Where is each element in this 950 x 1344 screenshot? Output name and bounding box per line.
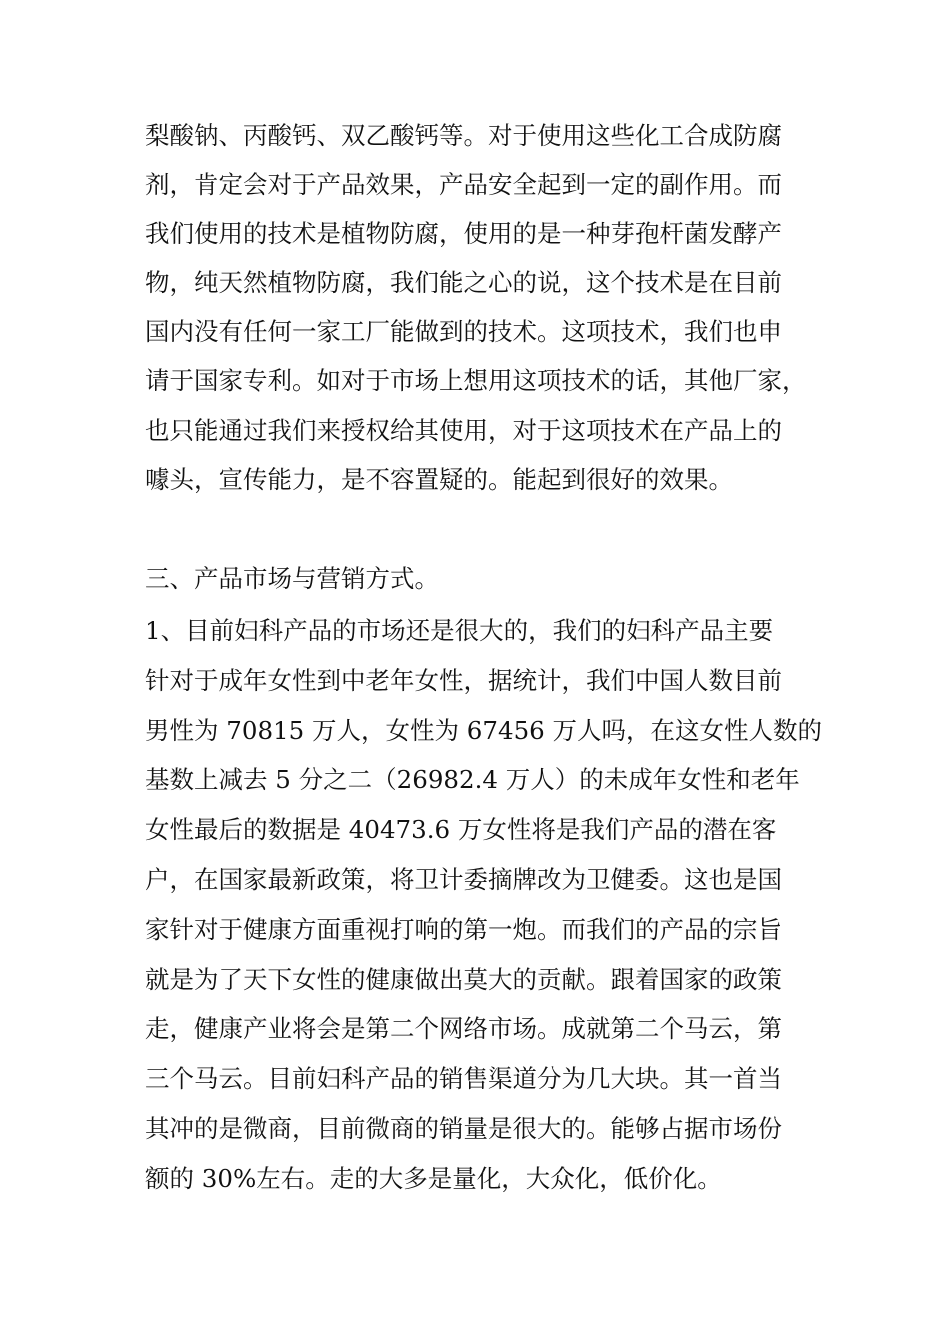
text-line: 噱头，宣传能力，是不容置疑的。能起到很好的效果。 bbox=[145, 465, 733, 494]
text-line: 基数上减去 5 分之二（26982.4 万人）的未成年女性和老年 bbox=[145, 765, 800, 794]
text-line: 就是为了天下女性的健康做出莫大的贡献。跟着国家的政策 bbox=[145, 965, 782, 994]
text-line: 三个马云。目前妇科产品的销售渠道分为几大块。其一首当 bbox=[145, 1064, 782, 1093]
text-line: 国内没有任何一家工厂能做到的技术。这项技术，我们也申 bbox=[145, 317, 782, 346]
text-line: 我们使用的技术是植物防腐，使用的是一种芽孢杆菌发酵产 bbox=[145, 219, 782, 248]
text-line: 男性为 70815 万人，女性为 67456 万人吗，在这女性人数的 bbox=[145, 716, 823, 745]
text-line: 针对于成年女性到中老年女性，据统计，我们中国人数目前 bbox=[145, 666, 782, 695]
text-line: 1、目前妇科产品的市场还是很大的，我们的妇科产品主要 bbox=[145, 616, 774, 645]
text-line: 剂，肯定会对于产品效果，产品安全起到一定的副作用。而 bbox=[145, 170, 782, 199]
text-line: 请于国家专利。如对于市场上想用这项技术的话，其他厂家， bbox=[145, 366, 807, 395]
text-line: 也只能通过我们来授权给其使用，对于这项技术在产品上的 bbox=[145, 416, 782, 445]
text-line: 家针对于健康方面重视打响的第一炮。而我们的产品的宗旨 bbox=[145, 915, 782, 944]
text-line: 物，纯天然植物防腐，我们能之心的说，这个技术是在目前 bbox=[145, 268, 782, 297]
text-line: 女性最后的数据是 40473.6 万女性将是我们产品的潜在客 bbox=[145, 815, 777, 844]
text-line: 梨酸钠、丙酸钙、双乙酸钙等。对于使用这些化工合成防腐 bbox=[145, 121, 782, 150]
text-line: 额的 30%左右。走的大多是量化，大众化，低价化。 bbox=[145, 1164, 722, 1193]
text-line: 户，在国家最新政策，将卫计委摘牌改为卫健委。这也是国 bbox=[145, 865, 782, 894]
text-line: 走，健康产业将会是第二个网络市场。成就第二个马云，第 bbox=[145, 1014, 782, 1043]
text-line: 其冲的是微商，目前微商的销量是很大的。能够占据市场份 bbox=[145, 1114, 782, 1143]
section-heading: 三、产品市场与营销方式。 bbox=[145, 564, 439, 593]
